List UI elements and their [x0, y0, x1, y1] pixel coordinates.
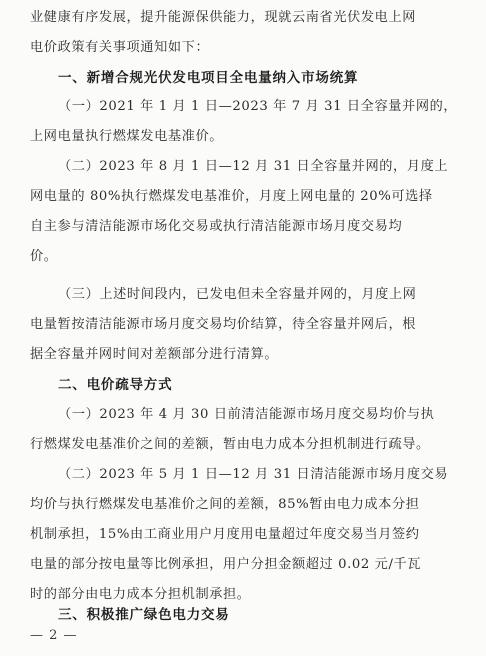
body-text-line: 据全容量并网时间对差额部分进行清算。	[30, 347, 279, 362]
body-text-line: （三）上述时间段内，已发电但未全容量并网的，月度上网	[58, 287, 417, 302]
body-text-line: 时的部分由电力成本分担机制承担。	[30, 587, 251, 602]
body-text-line: 机制承担，15%由工商业用户月度用电量超过年度交易当月签约	[30, 527, 420, 542]
section-heading-3: 三、积极推广绿色电力交易	[58, 607, 230, 623]
body-text-line: 业健康有序发展，提升能源保供能力，现就云南省光伏发电上网	[30, 10, 417, 25]
body-text-line: 价。	[30, 249, 58, 264]
body-text-line: 自主参与清洁能源市场化交易或执行清洁能源市场月度交易均	[30, 219, 403, 234]
page-number: — 2 —	[30, 628, 78, 643]
body-text-line: （二）2023 年 5 月 1 日—12 月 31 日清洁能源市场月度交易	[58, 467, 449, 482]
body-text-line: （一）2021 年 1 月 1 日—2023 年 7 月 31 日全容量并网的，	[58, 99, 458, 114]
body-text-line: 电量的部分按电量等比例承担，用户分担金额超过 0.02 元/千瓦	[30, 557, 422, 572]
section-heading-1: 一、新增合规光伏发电项目全电量纳入市场统算	[58, 70, 359, 86]
body-text-line: 网电量的 80%执行燃煤发电基准价，月度上网电量的 20%可选择	[30, 189, 433, 204]
body-text-line: 上网电量执行燃煤发电基准价。	[30, 129, 224, 144]
body-text-line: 电量暂按清洁能源市场月度交易均价结算，待全容量并网后，根	[30, 317, 417, 332]
body-text-line: 电价政策有关事项通知如下：	[30, 40, 210, 55]
body-text-line: （二）2023 年 8 月 1 日—12 月 31 日全容量并网的，月度上	[58, 159, 449, 174]
body-text-line: （一）2023 年 4 月 30 日前清洁能源市场月度交易均价与执	[58, 407, 435, 422]
body-text-line: 行燃煤发电基准价之间的差额，暂由电力成本分担机制进行疏导。	[30, 437, 430, 452]
section-heading-2: 二、电价疏导方式	[58, 377, 173, 393]
body-text-line: 均价与执行燃煤发电基准价之间的差额，85%暂由电力成本分担	[30, 497, 420, 512]
